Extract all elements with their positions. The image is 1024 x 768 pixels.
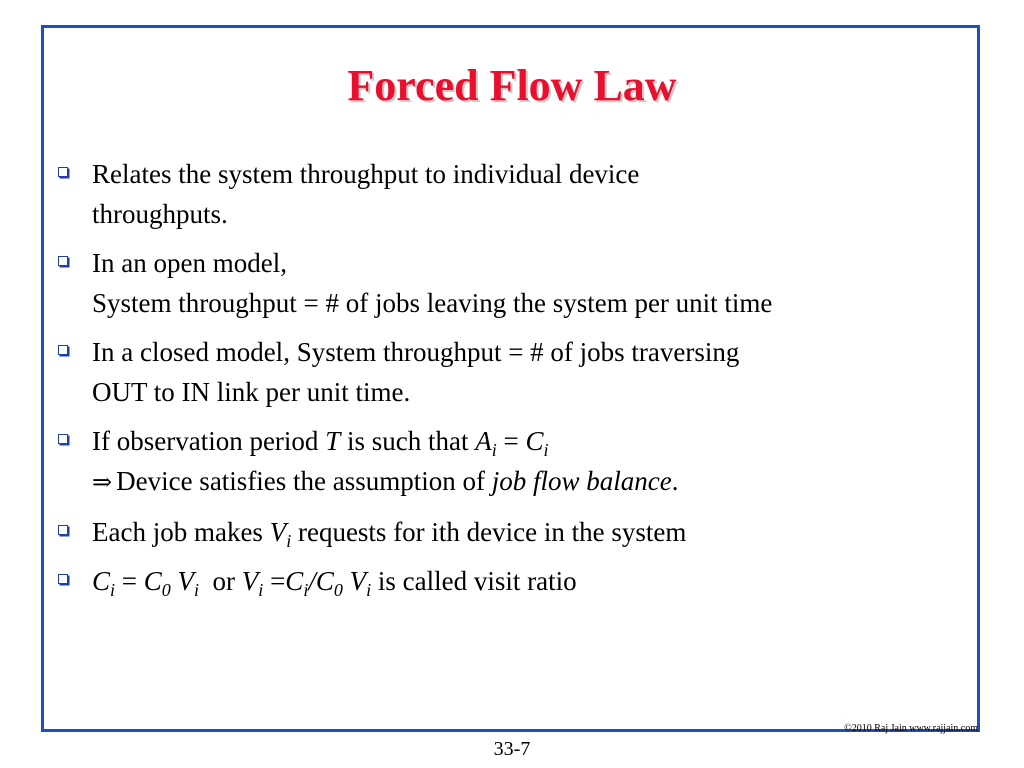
square-bullet-icon bbox=[58, 434, 68, 444]
bullet-5-line-1 bbox=[92, 512, 963, 552]
bullet-1-line-1: Relates the system throughput to individual device bbox=[92, 159, 640, 189]
subscript-0: 0 bbox=[333, 580, 343, 600]
square-bullet-icon bbox=[58, 256, 68, 266]
var-C0: C bbox=[315, 566, 334, 596]
space bbox=[343, 566, 350, 596]
square-bullet-icon bbox=[58, 167, 68, 177]
subscript-i: i bbox=[303, 580, 309, 600]
bullet-item-5 bbox=[58, 512, 963, 552]
var-A: A bbox=[475, 426, 492, 456]
square-bullet-icon bbox=[58, 345, 68, 355]
var-V: V bbox=[269, 517, 287, 547]
subscript-i: i bbox=[286, 531, 292, 551]
subscript-i: i bbox=[543, 440, 549, 460]
bullet-6-post-text: is called visit ratio bbox=[371, 566, 577, 596]
bullet-item-3 bbox=[58, 332, 963, 412]
bullet-4-mid-text: is such that bbox=[340, 426, 476, 456]
bullet-1-line-2: throughputs. bbox=[92, 199, 228, 229]
subscript-i: i bbox=[366, 580, 372, 600]
bullet-4-line-2 bbox=[92, 461, 963, 503]
var-C: C bbox=[92, 566, 111, 596]
var-V: V bbox=[349, 566, 367, 596]
copyright-notice: ©2010 Raj Jain www.rajjain.com bbox=[844, 723, 978, 734]
bullet-2-line-2: System throughput = # of jobs leaving the system per unit time bbox=[92, 288, 773, 318]
equals-sign: = bbox=[115, 566, 144, 596]
bullet-item-4 bbox=[58, 421, 963, 503]
var-T: T bbox=[325, 426, 341, 456]
equals-sign: = bbox=[263, 566, 286, 596]
bullet-item-6 bbox=[58, 561, 963, 601]
bullet-5-post-text: requests for ith device in the system bbox=[291, 517, 687, 547]
var-V: V bbox=[177, 566, 195, 596]
space bbox=[171, 566, 178, 596]
var-C: C bbox=[285, 566, 304, 596]
var-V: V bbox=[241, 566, 259, 596]
bullet-2-line-1: In an open model, bbox=[92, 248, 287, 278]
bullet-6-line-1 bbox=[92, 561, 963, 601]
bullet-item-2 bbox=[58, 243, 963, 323]
bullet-3-line-1: In a closed model, System throughput = # of jobs traversing bbox=[92, 337, 740, 367]
subscript-i: i bbox=[110, 580, 116, 600]
page-number: 33-7 bbox=[493, 738, 531, 760]
or-text: or bbox=[199, 566, 242, 596]
job-flow-balance-term: job flow balance bbox=[491, 466, 672, 496]
var-C: C bbox=[525, 426, 544, 456]
subscript-i: i bbox=[258, 580, 264, 600]
square-bullet-icon bbox=[58, 574, 68, 584]
bullet-4-line-2-text: Device satisfies the assumption of bbox=[116, 466, 492, 496]
implies-arrow-icon: ⇒ bbox=[92, 470, 113, 496]
subscript-i: i bbox=[491, 440, 497, 460]
bullet-3-line-2: OUT to IN link per unit time. bbox=[92, 377, 411, 407]
equals-sign: = bbox=[496, 426, 526, 456]
slide-title: Forced Flow Law bbox=[347, 61, 677, 110]
bullet-4-period: . bbox=[671, 466, 679, 496]
bullet-4-line-1 bbox=[92, 421, 963, 461]
bullet-5-pre-text: Each job makes bbox=[92, 517, 270, 547]
bullet-list bbox=[58, 154, 963, 610]
bullet-item-1 bbox=[58, 154, 963, 234]
square-bullet-icon bbox=[58, 525, 68, 535]
var-C0: C bbox=[143, 566, 162, 596]
bullet-4-if-text: If observation period bbox=[92, 426, 326, 456]
slash: / bbox=[308, 566, 316, 596]
subscript-0: 0 bbox=[161, 580, 171, 600]
subscript-i: i bbox=[194, 580, 200, 600]
